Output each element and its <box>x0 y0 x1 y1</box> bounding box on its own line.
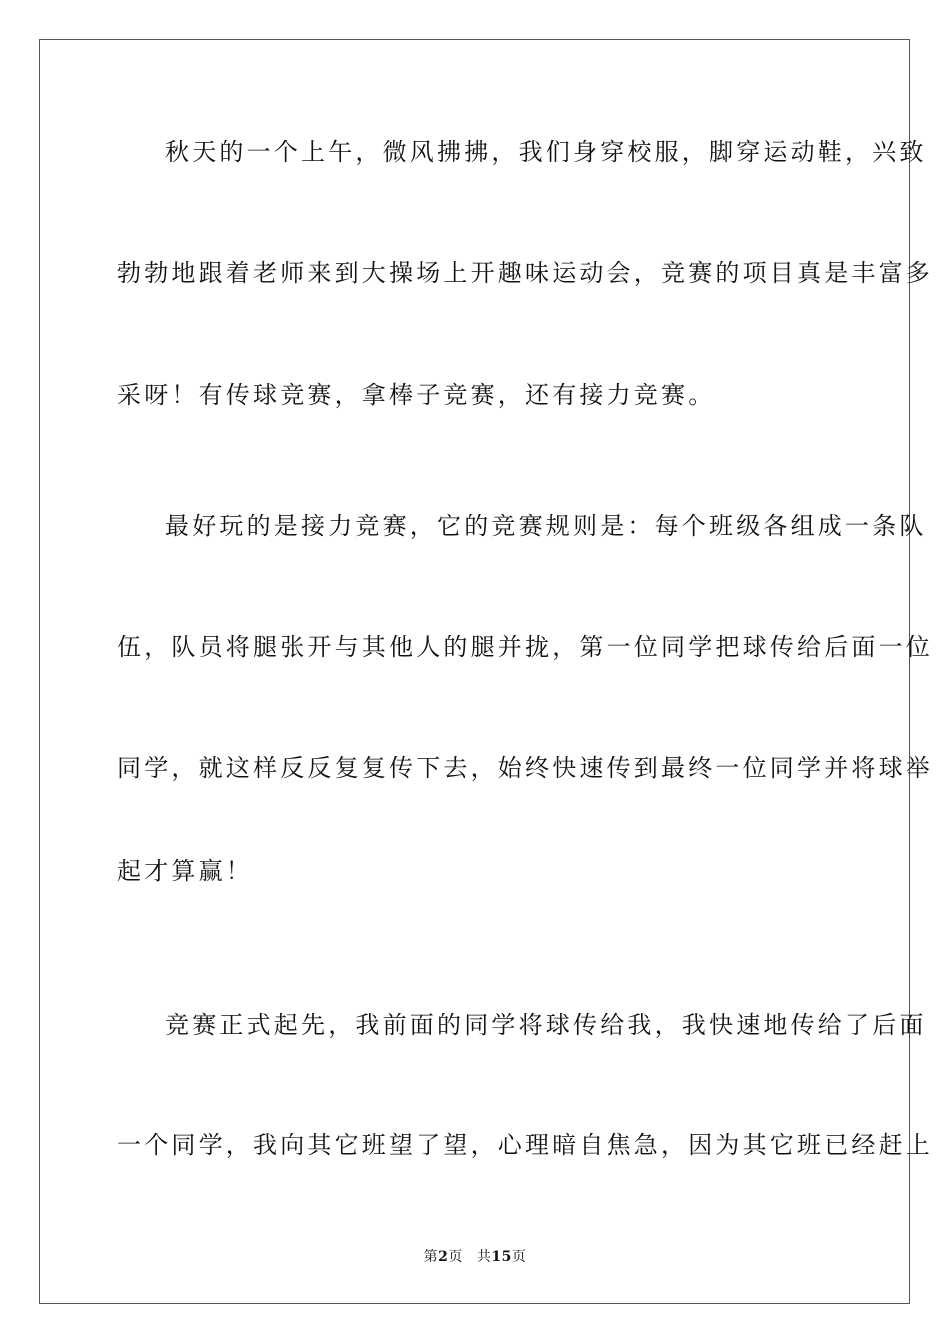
paragraph-3-line-2: 一个同学，我向其它班望了望，心理暗自焦急，因为其它班已经赶上 <box>117 1131 933 1159</box>
footer-total-suffix: 页 <box>511 1249 527 1265</box>
paragraph-1-line-2: 勃勃地跟着老师来到大操场上开趣味运动会，竞赛的项目真是丰富多 <box>117 259 933 287</box>
paragraph-3-line-1: 竞赛正式起先，我前面的同学将球传给我，我快速地传给了后面 <box>165 1011 927 1039</box>
paragraph-1-line-1: 秋天的一个上午，微风拂拂，我们身穿校服，脚穿运动鞋，兴致 <box>165 138 927 166</box>
footer-page-number: 2 <box>438 1249 449 1265</box>
footer-total-pages: 15 <box>491 1249 512 1265</box>
paragraph-1-line-3: 采呀！有传球竞赛，拿棒子竞赛，还有接力竞赛。 <box>117 381 716 409</box>
paragraph-2-line-4: 起才算赢！ <box>117 857 253 885</box>
footer-total-prefix: 共 <box>476 1249 492 1265</box>
footer-page-prefix: 第 <box>423 1249 439 1265</box>
page-frame <box>39 39 933 1304</box>
paragraph-2-line-2: 伍，队员将腿张开与其他人的腿并拢，第一位同学把球传给后面一位 <box>117 633 933 661</box>
paragraph-2-line-3: 同学，就这样反反复复传下去，始终快速传到最终一位同学并将球举 <box>117 754 933 782</box>
footer-page-suffix: 页 <box>448 1249 463 1265</box>
page-footer <box>0 1248 950 1266</box>
paragraph-2-line-1: 最好玩的是接力竞赛，它的竞赛规则是：每个班级各组成一条队 <box>165 512 927 540</box>
